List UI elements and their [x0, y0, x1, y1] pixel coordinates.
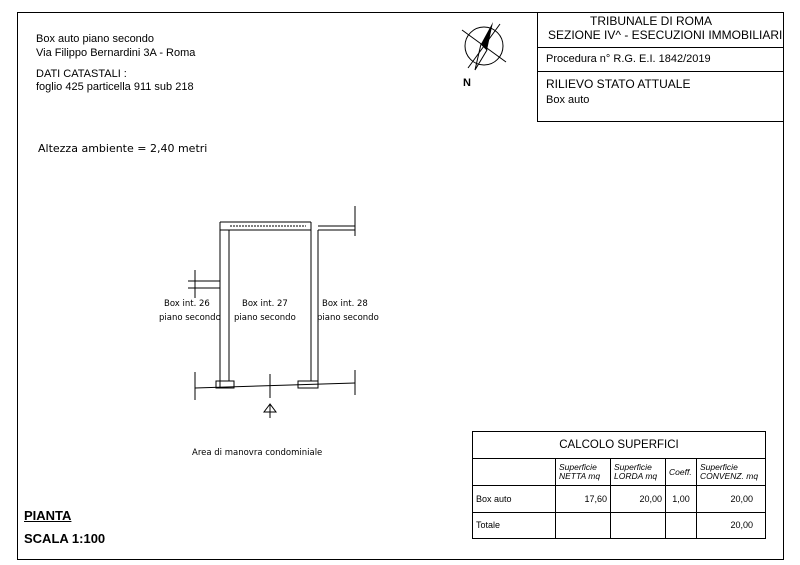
box28-label: Box int. 28 — [322, 299, 368, 309]
gross-value: 20,00 — [611, 486, 666, 513]
box26-label: Box int. 26 — [164, 299, 210, 309]
col-coeff-header: Coeff. — [666, 459, 697, 486]
court-section: SEZIONE IV^ - ESECUZIONI IMMOBILIARI — [548, 28, 783, 42]
col-conv-header: Superficie CONVENZ. mq — [697, 459, 766, 486]
survey-subject: Box auto — [546, 94, 590, 106]
property-title: Box auto piano secondo — [36, 33, 155, 45]
box27-floor: piano secondo — [234, 313, 296, 323]
table-title: CALCOLO SUPERFICI — [473, 432, 766, 459]
col-net-header: Superficie NETTA mq — [556, 459, 611, 486]
row-label: Box auto — [473, 486, 556, 513]
box28-floor: piano secondo — [317, 313, 379, 323]
procedure-number: Procedura n° R.G. E.I. 1842/2019 — [546, 53, 711, 65]
box26-floor: piano secondo — [159, 313, 221, 323]
scale-label: SCALA 1:100 — [24, 531, 106, 546]
net-value — [556, 512, 611, 539]
front-line — [195, 383, 355, 388]
conv-value: 20,00 — [697, 486, 766, 513]
coeff-value: 1,00 — [666, 486, 697, 513]
col-gross-header: Superficie LORDA mq — [611, 459, 666, 486]
court-name: TRIBUNALE DI ROMA — [590, 14, 713, 28]
property-address: Via Filippo Bernardini 3A - Roma — [36, 47, 196, 59]
table-row — [473, 486, 766, 513]
maneuver-area-label: Area di manovra condominiale — [192, 448, 323, 458]
survey-title: RILIEVO STATO ATTUALE — [546, 77, 691, 91]
room-height-note: Altezza ambiente = 2,40 metri — [38, 142, 208, 155]
north-arrow-icon — [462, 22, 506, 70]
conv-total-value: 20,00 — [697, 512, 766, 539]
box27-label: Box int. 27 — [242, 299, 288, 309]
gross-value — [611, 512, 666, 539]
cadastral-reference: foglio 425 particella 911 sub 218 — [36, 81, 194, 93]
coeff-value — [666, 512, 697, 539]
north-label: N — [463, 77, 471, 89]
surface-calculation-table — [472, 431, 766, 539]
entry-arrow-icon — [264, 404, 276, 418]
floor-plan — [188, 206, 355, 418]
table-row — [473, 512, 766, 539]
net-value: 17,60 — [556, 486, 611, 513]
row-label: Totale — [473, 512, 556, 539]
plan-label: PIANTA — [24, 508, 72, 523]
table-header-cell — [473, 459, 556, 486]
cadastral-heading: DATI CATASTALI : — [36, 68, 127, 80]
